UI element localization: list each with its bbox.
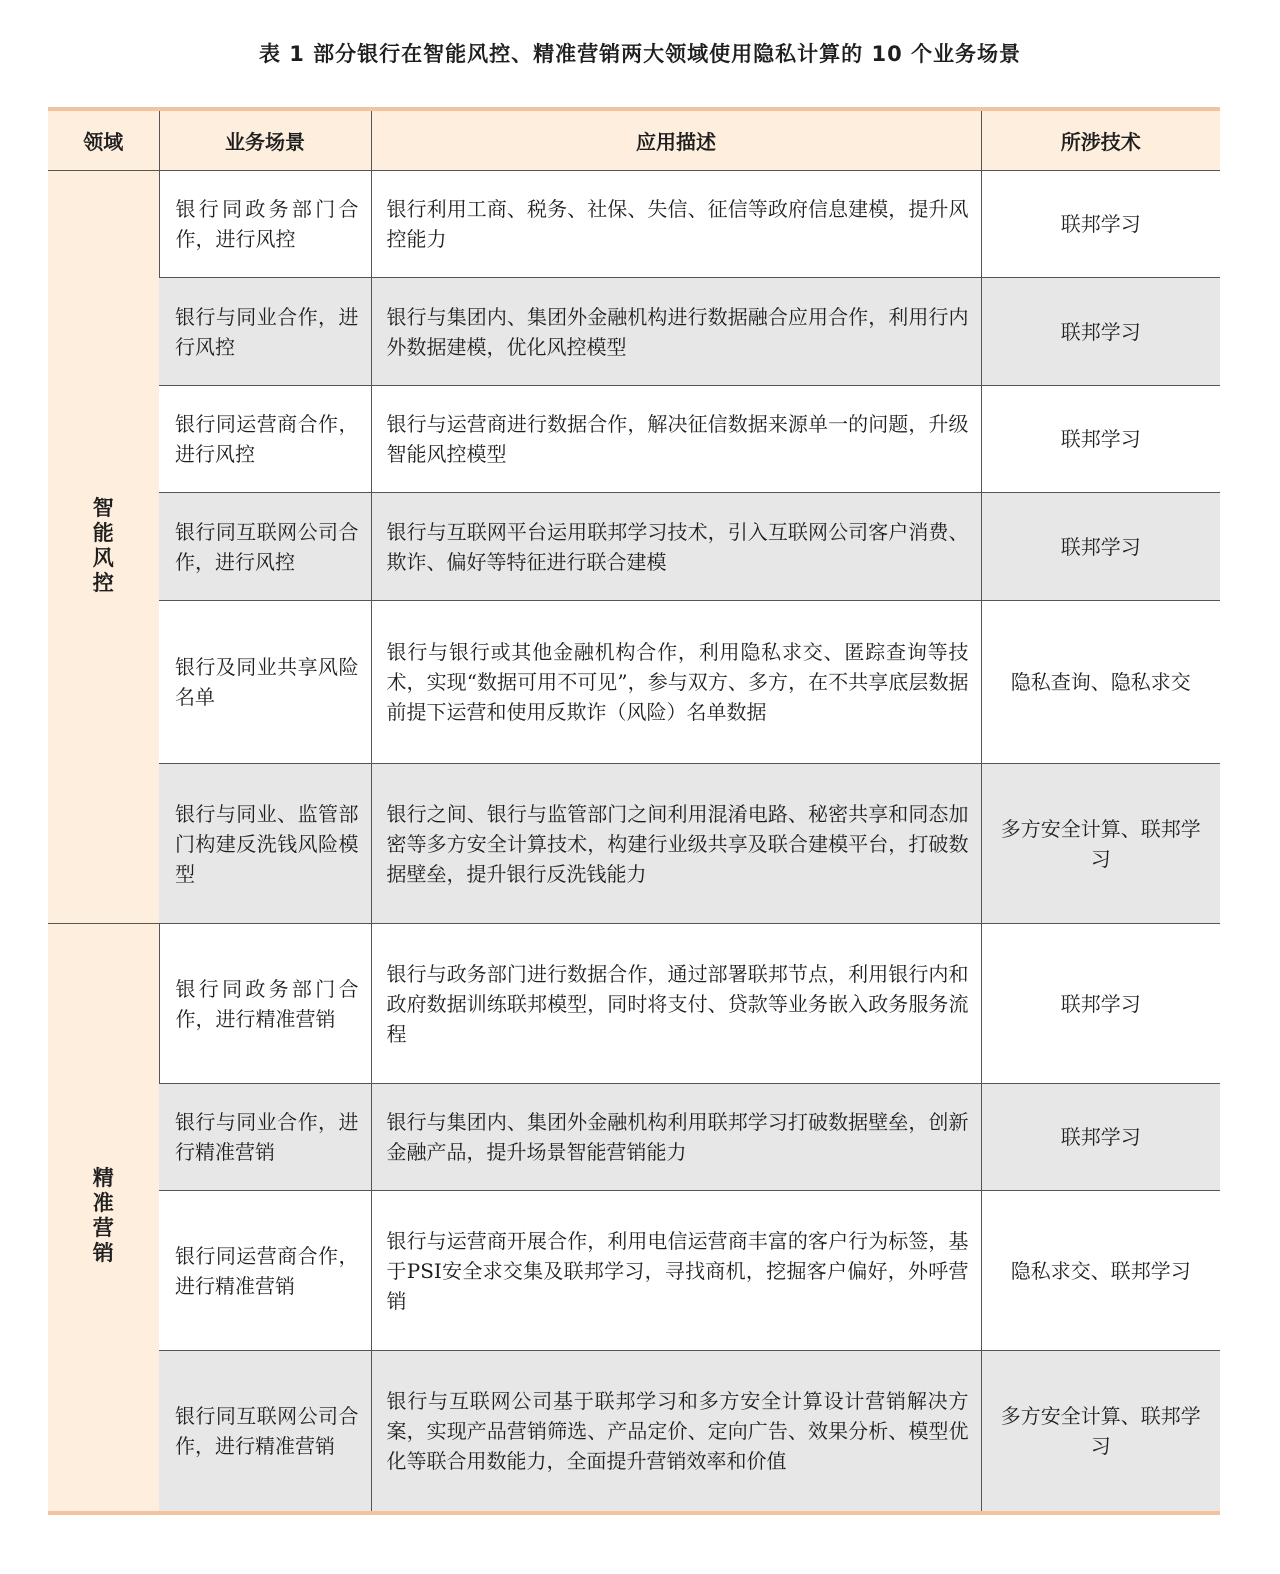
scene-cell: 银行与同业、监管部门构建反洗钱风险模型	[159, 764, 371, 924]
scene-cell: 银行同运营商合作，进行精准营销	[159, 1191, 371, 1351]
technology-cell: 联邦学习	[981, 493, 1220, 601]
technology-cell: 联邦学习	[981, 1084, 1220, 1191]
table-row	[48, 1191, 1220, 1351]
description-cell: 银行之间、银行与监管部门之间利用混淆电路、秘密共享和同态加密等多方安全计算技术，构建行业级共享及联合建模平台，打破数据壁垒，提升银行反洗钱能力	[371, 764, 981, 924]
header-scene: 业务场景	[159, 109, 371, 171]
header-domain: 领域	[48, 109, 159, 171]
technology-cell: 多方安全计算、联邦学习	[981, 1351, 1220, 1513]
description-cell: 银行与运营商进行数据合作，解决征信数据来源单一的问题，升级智能风控模型	[371, 386, 981, 493]
domain-cell-risk-control	[48, 171, 159, 924]
table-row	[48, 601, 1220, 764]
domain-label: 精准营销	[92, 1166, 114, 1266]
table-row	[48, 1351, 1220, 1513]
scene-cell: 银行同互联网公司合作，进行风控	[159, 493, 371, 601]
technology-cell: 隐私求交、联邦学习	[981, 1191, 1220, 1351]
table-row	[48, 924, 1220, 1084]
scene-cell: 银行与同业合作，进行风控	[159, 278, 371, 386]
table-header-row	[48, 109, 1220, 171]
scene-cell: 银行同政务部门合作，进行风控	[159, 171, 371, 278]
technology-cell: 联邦学习	[981, 924, 1220, 1084]
scene-cell: 银行同运营商合作，进行风控	[159, 386, 371, 493]
technology-cell: 联邦学习	[981, 386, 1220, 493]
table-row	[48, 1084, 1220, 1191]
domain-cell-precision-marketing	[48, 924, 159, 1513]
header-description: 应用描述	[371, 109, 981, 171]
scene-cell: 银行同互联网公司合作，进行精准营销	[159, 1351, 371, 1513]
description-cell: 银行与互联网公司基于联邦学习和多方安全计算设计营销解决方案，实现产品营销筛选、产品定价、定向广告、效果分析、模型优化等联合用数能力，全面提升营销效率和价值	[371, 1351, 981, 1513]
table-row	[48, 493, 1220, 601]
description-cell: 银行与集团内、集团外金融机构利用联邦学习打破数据壁垒，创新金融产品，提升场景智能营销能力	[371, 1084, 981, 1191]
scenario-table	[48, 107, 1220, 1515]
header-technology: 所涉技术	[981, 109, 1220, 171]
description-cell: 银行利用工商、税务、社保、失信、征信等政府信息建模，提升风控能力	[371, 171, 981, 278]
table-row	[48, 278, 1220, 386]
description-cell: 银行与互联网平台运用联邦学习技术，引入互联网公司客户消费、欺诈、偏好等特征进行联合建模	[371, 493, 981, 601]
domain-label: 智能风控	[92, 496, 114, 595]
technology-cell: 隐私查询、隐私求交	[981, 601, 1220, 764]
table-row	[48, 764, 1220, 924]
table-row	[48, 171, 1220, 278]
technology-cell: 联邦学习	[981, 278, 1220, 386]
description-cell: 银行与运营商开展合作，利用电信运营商丰富的客户行为标签，基于PSI安全求交集及联邦学习，寻找商机，挖掘客户偏好，外呼营销	[371, 1191, 981, 1351]
description-cell: 银行与政务部门进行数据合作，通过部署联邦节点，利用银行内和政府数据训练联邦模型，同时将支付、贷款等业务嵌入政务服务流程	[371, 924, 981, 1084]
description-cell: 银行与银行或其他金融机构合作，利用隐私求交、匿踪查询等技术，实现“数据可用不可见”，参与双方、多方，在不共享底层数据前提下运营和使用反欺诈（风险）名单数据	[371, 601, 981, 764]
scene-cell: 银行及同业共享风险名单	[159, 601, 371, 764]
scene-cell: 银行同政务部门合作，进行精准营销	[159, 924, 371, 1084]
scene-cell: 银行与同业合作，进行精准营销	[159, 1084, 371, 1191]
description-cell: 银行与集团内、集团外金融机构进行数据融合应用合作，利用行内外数据建模，优化风控模型	[371, 278, 981, 386]
technology-cell: 多方安全计算、联邦学习	[981, 764, 1220, 924]
table-row	[48, 386, 1220, 493]
table-title: 表 1 部分银行在智能风控、精准营销两大领域使用隐私计算的 10 个业务场景	[258, 42, 1022, 66]
technology-cell: 联邦学习	[981, 171, 1220, 278]
